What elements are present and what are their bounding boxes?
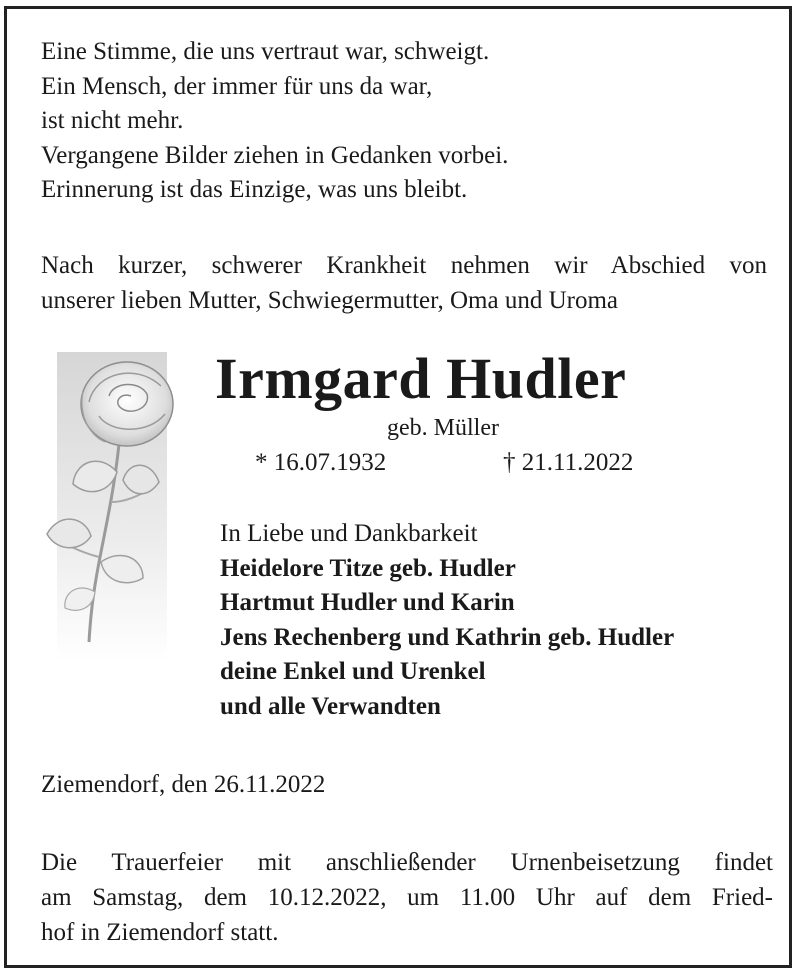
service-line: hof in Ziemendorf statt.	[41, 919, 279, 946]
rose-icon	[39, 352, 189, 662]
intro-line: unserer lieben Mutter, Schwiegermutter, Oma und Uroma	[41, 286, 618, 314]
service-line: am Samstag, dem 10.12.2022, um 11.00 Uhr auf dem Fried-	[41, 884, 773, 911]
deceased-name: Irmgard Hudler	[215, 346, 627, 411]
birth-date: * 16.07.1932	[255, 449, 387, 476]
death-date: † 21.11.2022	[503, 449, 634, 476]
place-date: Ziemendorf, den 26.11.2022	[41, 771, 326, 798]
poem-line: Eine Stimme, die uns vertraut war, schweigt.	[41, 38, 490, 65]
mourner-name: Heidelore Titze geb. Hudler	[220, 554, 516, 582]
poem-line: Vergangene Bilder ziehen in Gedanken vorbei.	[41, 141, 509, 169]
mourner-name: und alle Verwandten	[220, 692, 441, 720]
poem-line: ist nicht mehr.	[41, 107, 184, 134]
intro-text	[41, 249, 767, 318]
service-line: Die Trauerfeier mit anschließender Urnenbeisetzung findet	[41, 849, 773, 876]
obituary-frame	[4, 6, 792, 968]
mourner-name: deine Enkel und Urenkel	[220, 658, 486, 685]
dedication-line: In Liebe und Dankbarkeit	[220, 520, 478, 547]
maiden-name: geb. Müller	[387, 415, 499, 441]
funeral-service-text	[41, 845, 773, 950]
poem-line: Erinnerung ist das Einzige, was uns bleibt.	[41, 176, 468, 203]
mourner-name: Hartmut Hudler und Karin	[220, 589, 515, 616]
poem	[41, 35, 508, 208]
intro-line: Nach kurzer, schwerer Krankheit nehmen wir Abschied von	[41, 252, 767, 279]
mourner-name: Jens Rechenberg und Kathrin geb. Hudler	[220, 623, 675, 651]
mourners-block	[220, 517, 674, 724]
poem-line: Ein Mensch, der immer für uns da war,	[41, 72, 433, 100]
